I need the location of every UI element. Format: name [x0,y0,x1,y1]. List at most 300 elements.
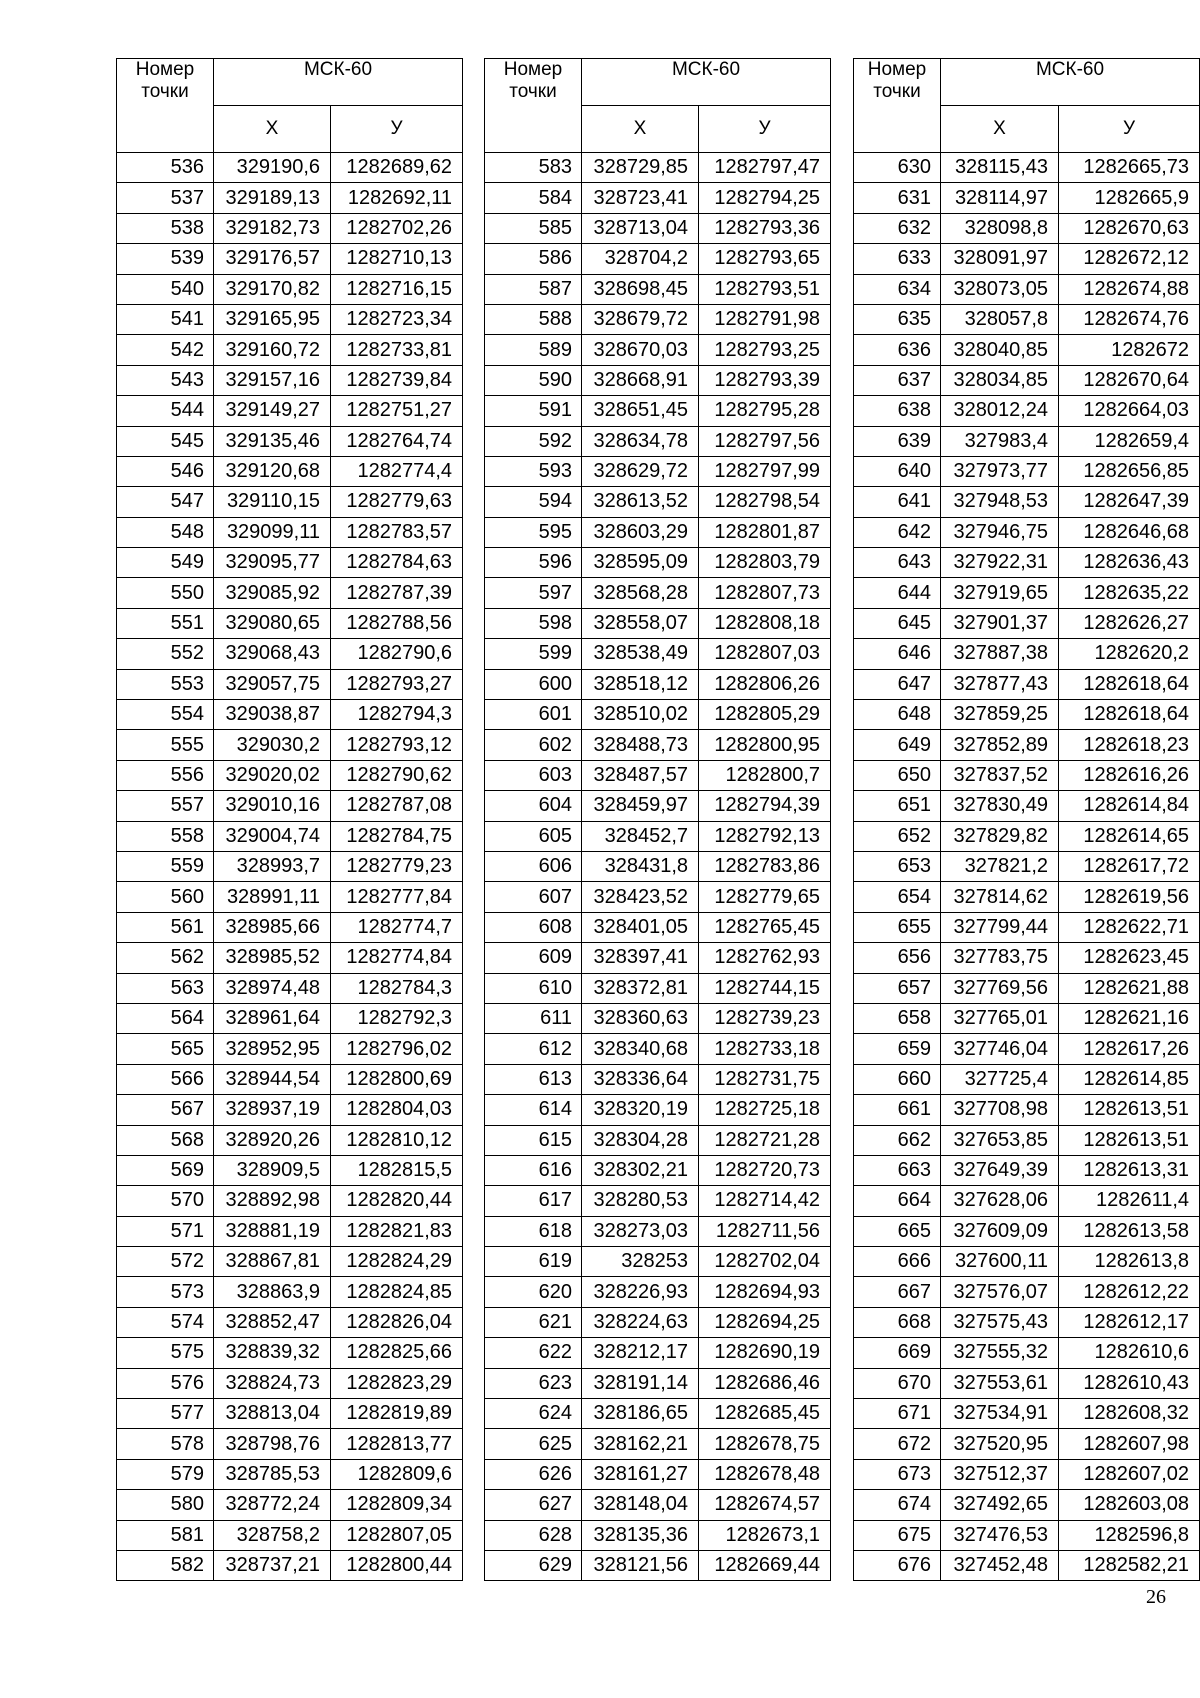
x-cell: 329038,87 [214,700,331,730]
x-cell: 328670,03 [582,335,699,365]
table-row [854,669,1200,699]
y-cell: 1282805,29 [699,700,831,730]
y-cell: 1282614,65 [1059,821,1200,851]
y-cell: 1282751,27 [331,396,463,426]
table-row [485,700,831,730]
y-cell: 1282813,77 [331,1429,463,1459]
table-row [485,1247,831,1277]
x-cell: 328162,21 [582,1429,699,1459]
point-number-cell: 572 [117,1247,214,1277]
y-cell: 1282791,98 [699,304,831,334]
y-cell: 1282702,04 [699,1247,831,1277]
coordinates-table-1 [116,58,463,1581]
x-cell: 328488,73 [582,730,699,760]
table-row [854,1550,1200,1580]
x-cell: 329004,74 [214,821,331,851]
point-number-cell: 630 [854,153,941,183]
x-cell: 327829,82 [941,821,1059,851]
point-number-cell: 559 [117,851,214,881]
point-number-cell: 647 [854,669,941,699]
table-row [854,943,1200,973]
point-number-cell: 672 [854,1429,941,1459]
x-cell: 327983,4 [941,426,1059,456]
table-row [854,487,1200,517]
table-row [854,760,1200,790]
x-cell: 327534,91 [941,1399,1059,1429]
y-cell: 1282807,05 [331,1520,463,1550]
y-cell: 1282739,23 [699,1003,831,1033]
y-cell: 1282793,27 [331,669,463,699]
table-row [854,639,1200,669]
x-cell: 328629,72 [582,456,699,486]
y-cell: 1282788,56 [331,608,463,638]
y-cell: 1282790,6 [331,639,463,669]
point-number-cell: 622 [485,1338,582,1368]
x-cell: 328186,65 [582,1399,699,1429]
x-cell: 328302,21 [582,1155,699,1185]
point-number-cell: 619 [485,1247,582,1277]
x-cell: 327821,2 [941,851,1059,881]
table-row [485,1216,831,1246]
y-cell: 1282797,56 [699,426,831,456]
table-row [117,1459,463,1489]
table-row [485,548,831,578]
x-cell: 327520,95 [941,1429,1059,1459]
table-row [485,1064,831,1094]
y-cell: 1282794,25 [699,183,831,213]
x-cell: 327512,37 [941,1459,1059,1489]
point-number-cell: 666 [854,1247,941,1277]
x-cell: 328340,68 [582,1034,699,1064]
x-cell: 327576,07 [941,1277,1059,1307]
point-number-cell: 552 [117,639,214,669]
point-number-cell: 611 [485,1003,582,1033]
table-row [485,851,831,881]
point-number-cell: 555 [117,730,214,760]
point-number-cell: 561 [117,912,214,942]
x-cell: 328892,98 [214,1186,331,1216]
table-row [854,335,1200,365]
table-row [117,1064,463,1094]
table-row [854,1277,1200,1307]
point-number-cell: 662 [854,1125,941,1155]
x-cell: 328397,41 [582,943,699,973]
x-cell: 329135,46 [214,426,331,456]
y-cell: 1282721,28 [699,1125,831,1155]
y-cell: 1282800,44 [331,1550,463,1580]
x-cell: 328431,8 [582,851,699,881]
point-number-cell: 657 [854,973,941,1003]
point-number-cell: 596 [485,548,582,578]
table-row [854,1247,1200,1277]
point-number-cell: 614 [485,1095,582,1125]
point-number-cell: 586 [485,244,582,274]
y-cell: 1282779,23 [331,851,463,881]
point-number-cell: 592 [485,426,582,456]
table-row [117,760,463,790]
x-cell: 328452,7 [582,821,699,851]
y-cell: 1282796,02 [331,1034,463,1064]
table-row [854,1429,1200,1459]
point-number-cell: 646 [854,639,941,669]
table-row [117,153,463,183]
table-row [485,943,831,973]
x-cell: 328487,57 [582,760,699,790]
coordinate-system-header: МСК-60 [582,59,831,106]
x-cell: 328320,19 [582,1095,699,1125]
table-row [117,1216,463,1246]
x-cell: 328920,26 [214,1125,331,1155]
table-row [854,1216,1200,1246]
table-row [854,1064,1200,1094]
table-row [485,912,831,942]
point-number-cell: 615 [485,1125,582,1155]
y-cell: 1282607,02 [1059,1459,1200,1489]
y-cell: 1282723,34 [331,304,463,334]
y-cell: 1282793,12 [331,730,463,760]
table-row [854,578,1200,608]
y-cell: 1282820,44 [331,1186,463,1216]
point-number-cell: 629 [485,1550,582,1580]
table-row [854,912,1200,942]
table-row [117,791,463,821]
table-row [117,1155,463,1185]
x-cell: 328909,5 [214,1155,331,1185]
table-row [117,1125,463,1155]
x-cell: 328336,64 [582,1064,699,1094]
y-cell: 1282665,9 [1059,183,1200,213]
table-row [854,153,1200,183]
table-row [485,1338,831,1368]
y-cell: 1282793,51 [699,274,831,304]
y-cell: 1282821,83 [331,1216,463,1246]
point-number-cell: 651 [854,791,941,821]
x-cell: 327877,43 [941,669,1059,699]
y-cell: 1282809,34 [331,1490,463,1520]
table-row [117,517,463,547]
x-cell: 329176,57 [214,244,331,274]
y-cell: 1282610,43 [1059,1368,1200,1398]
point-number-cell: 663 [854,1155,941,1185]
table-row [485,730,831,760]
point-number-cell: 638 [854,396,941,426]
x-cell: 328985,52 [214,943,331,973]
table-row [485,1155,831,1185]
x-cell: 328772,24 [214,1490,331,1520]
table-row [117,213,463,243]
point-number-cell: 606 [485,851,582,881]
point-number-cell: 624 [485,1399,582,1429]
point-number-cell: 644 [854,578,941,608]
table-row [485,791,831,821]
y-cell: 1282659,4 [1059,426,1200,456]
table-row [854,426,1200,456]
table-row [854,700,1200,730]
point-number-cell: 570 [117,1186,214,1216]
table-row [485,760,831,790]
table-row [117,487,463,517]
table-row [854,1338,1200,1368]
point-number-cell: 618 [485,1216,582,1246]
table-row [117,1490,463,1520]
y-cell: 1282647,39 [1059,487,1200,517]
x-cell: 328360,63 [582,1003,699,1033]
y-cell: 1282777,84 [331,882,463,912]
y-cell: 1282618,64 [1059,669,1200,699]
y-cell: 1282774,7 [331,912,463,942]
x-cell: 327901,37 [941,608,1059,638]
y-cell: 1282824,85 [331,1277,463,1307]
x-cell: 327476,53 [941,1520,1059,1550]
y-cell: 1282824,29 [331,1247,463,1277]
y-cell: 1282783,86 [699,851,831,881]
point-number-cell: 560 [117,882,214,912]
x-cell: 328121,56 [582,1550,699,1580]
point-number-cell: 598 [485,608,582,638]
x-cell: 327553,61 [941,1368,1059,1398]
table-row [485,456,831,486]
point-number-cell: 650 [854,760,941,790]
point-number-cell: 648 [854,700,941,730]
y-cell: 1282787,08 [331,791,463,821]
table-row [485,1520,831,1550]
y-cell: 1282793,39 [699,365,831,395]
table-row [117,335,463,365]
coordinate-system-header: МСК-60 [214,59,463,106]
y-cell: 1282603,08 [1059,1490,1200,1520]
table-row [117,304,463,334]
x-cell: 328098,8 [941,213,1059,243]
y-cell: 1282793,65 [699,244,831,274]
table-row [485,426,831,456]
y-cell: 1282794,39 [699,791,831,821]
x-cell: 329120,68 [214,456,331,486]
point-number-cell: 551 [117,608,214,638]
point-number-cell: 557 [117,791,214,821]
point-number-cell: 568 [117,1125,214,1155]
y-cell: 1282804,03 [331,1095,463,1125]
x-cell: 329080,65 [214,608,331,638]
table-row [854,304,1200,334]
y-cell: 1282731,75 [699,1064,831,1094]
y-cell: 1282774,4 [331,456,463,486]
y-cell: 1282674,57 [699,1490,831,1520]
table-row [485,1368,831,1398]
point-number-cell: 553 [117,669,214,699]
table-row [854,517,1200,547]
point-number-cell: 658 [854,1003,941,1033]
point-number-cell: 623 [485,1368,582,1398]
point-number-cell: 599 [485,639,582,669]
point-number-cell: 544 [117,396,214,426]
y-cell: 1282582,21 [1059,1550,1200,1580]
point-number-cell: 593 [485,456,582,486]
y-cell: 1282672 [1059,335,1200,365]
y-cell: 1282810,12 [331,1125,463,1155]
x-cell: 328538,49 [582,639,699,669]
point-number-cell: 581 [117,1520,214,1550]
point-number-cell: 607 [485,882,582,912]
y-cell: 1282665,73 [1059,153,1200,183]
point-number-cell: 591 [485,396,582,426]
y-cell: 1282793,36 [699,213,831,243]
x-cell: 327452,48 [941,1550,1059,1580]
x-cell: 329099,11 [214,517,331,547]
point-number-cell: 546 [117,456,214,486]
y-cell: 1282787,39 [331,578,463,608]
x-cell: 328713,04 [582,213,699,243]
x-cell: 329068,43 [214,639,331,669]
x-cell: 327830,49 [941,791,1059,821]
y-cell: 1282690,19 [699,1338,831,1368]
table-row [854,396,1200,426]
y-cell: 1282806,26 [699,669,831,699]
table-row [854,456,1200,486]
point-number-cell: 602 [485,730,582,760]
point-number-cell: 597 [485,578,582,608]
point-number-cell: 566 [117,1064,214,1094]
y-cell: 1282783,57 [331,517,463,547]
x-cell: 328280,53 [582,1186,699,1216]
y-cell: 1282764,74 [331,426,463,456]
table-row [854,791,1200,821]
point-number-cell: 635 [854,304,941,334]
x-cell: 328372,81 [582,973,699,1003]
table-row [485,639,831,669]
point-number-cell: 540 [117,274,214,304]
y-cell: 1282795,28 [699,396,831,426]
point-number-cell: 556 [117,760,214,790]
x-cell: 327887,38 [941,639,1059,669]
point-number-cell: 605 [485,821,582,851]
table-row [485,153,831,183]
x-cell: 328798,76 [214,1429,331,1459]
table-row [854,365,1200,395]
table-row [485,517,831,547]
y-cell: 1282674,88 [1059,274,1200,304]
point-number-cell: 603 [485,760,582,790]
table-row [117,700,463,730]
x-cell: 328813,04 [214,1399,331,1429]
x-cell: 327948,53 [941,487,1059,517]
y-cell: 1282762,93 [699,943,831,973]
x-cell: 329110,15 [214,487,331,517]
x-cell: 329165,95 [214,304,331,334]
table-row [485,973,831,1003]
x-cell: 329157,16 [214,365,331,395]
table-row [485,487,831,517]
x-cell: 328863,9 [214,1277,331,1307]
table-row [485,882,831,912]
y-cell: 1282617,72 [1059,851,1200,881]
y-cell: 1282797,47 [699,153,831,183]
table-row [485,365,831,395]
x-cell: 329057,75 [214,669,331,699]
x-header: X [214,106,331,153]
x-cell: 328937,19 [214,1095,331,1125]
point-number-cell: 549 [117,548,214,578]
x-cell: 327837,52 [941,760,1059,790]
table-row [117,1550,463,1580]
table-row [485,183,831,213]
point-number-cell: 673 [854,1459,941,1489]
point-number-cell: 608 [485,912,582,942]
point-number-cell: 590 [485,365,582,395]
y-cell: 1282720,73 [699,1155,831,1185]
x-cell: 328952,95 [214,1034,331,1064]
x-cell: 329010,16 [214,791,331,821]
y-cell: 1282798,54 [699,487,831,517]
x-cell: 328993,7 [214,851,331,881]
x-cell: 328852,47 [214,1307,331,1337]
x-cell: 327600,11 [941,1247,1059,1277]
point-number-cell: 538 [117,213,214,243]
x-cell: 327814,62 [941,882,1059,912]
y-cell: 1282674,76 [1059,304,1200,334]
x-cell: 329020,02 [214,760,331,790]
point-number-cell: 563 [117,973,214,1003]
point-number-cell: 575 [117,1338,214,1368]
point-number-cell: 543 [117,365,214,395]
point-number-cell: 628 [485,1520,582,1550]
table-row [117,244,463,274]
point-number-cell: 631 [854,183,941,213]
point-number-cell: 554 [117,700,214,730]
x-cell: 328253 [582,1247,699,1277]
x-cell: 328273,03 [582,1216,699,1246]
y-cell: 1282620,2 [1059,639,1200,669]
x-cell: 327859,25 [941,700,1059,730]
table-row [117,1307,463,1337]
x-cell: 327725,4 [941,1064,1059,1094]
table-row [854,608,1200,638]
x-cell: 327919,65 [941,578,1059,608]
y-cell: 1282711,56 [699,1216,831,1246]
y-cell: 1282716,15 [331,274,463,304]
x-cell: 328212,17 [582,1338,699,1368]
x-cell: 329030,2 [214,730,331,760]
point-number-cell: 604 [485,791,582,821]
point-number-cell: 558 [117,821,214,851]
point-number-cell: 587 [485,274,582,304]
x-cell: 327609,09 [941,1216,1059,1246]
table-row [854,1095,1200,1125]
point-number-cell: 659 [854,1034,941,1064]
x-cell: 328881,19 [214,1216,331,1246]
y-header: У [331,106,463,153]
table-row [485,1459,831,1489]
y-cell: 1282685,45 [699,1399,831,1429]
x-cell: 327746,04 [941,1034,1059,1064]
point-number-cell: 671 [854,1399,941,1429]
x-cell: 328698,45 [582,274,699,304]
table-row [117,274,463,304]
table-row [854,1520,1200,1550]
x-cell: 327708,98 [941,1095,1059,1125]
table-row [854,1155,1200,1185]
x-cell: 328012,24 [941,396,1059,426]
x-cell: 329160,72 [214,335,331,365]
table-row [117,669,463,699]
point-number-header: Номер точки [485,59,582,153]
point-number-cell: 621 [485,1307,582,1337]
y-cell: 1282733,81 [331,335,463,365]
y-cell: 1282744,15 [699,973,831,1003]
y-cell: 1282694,93 [699,1277,831,1307]
table-row [117,943,463,973]
table-row [117,183,463,213]
table-row [854,244,1200,274]
